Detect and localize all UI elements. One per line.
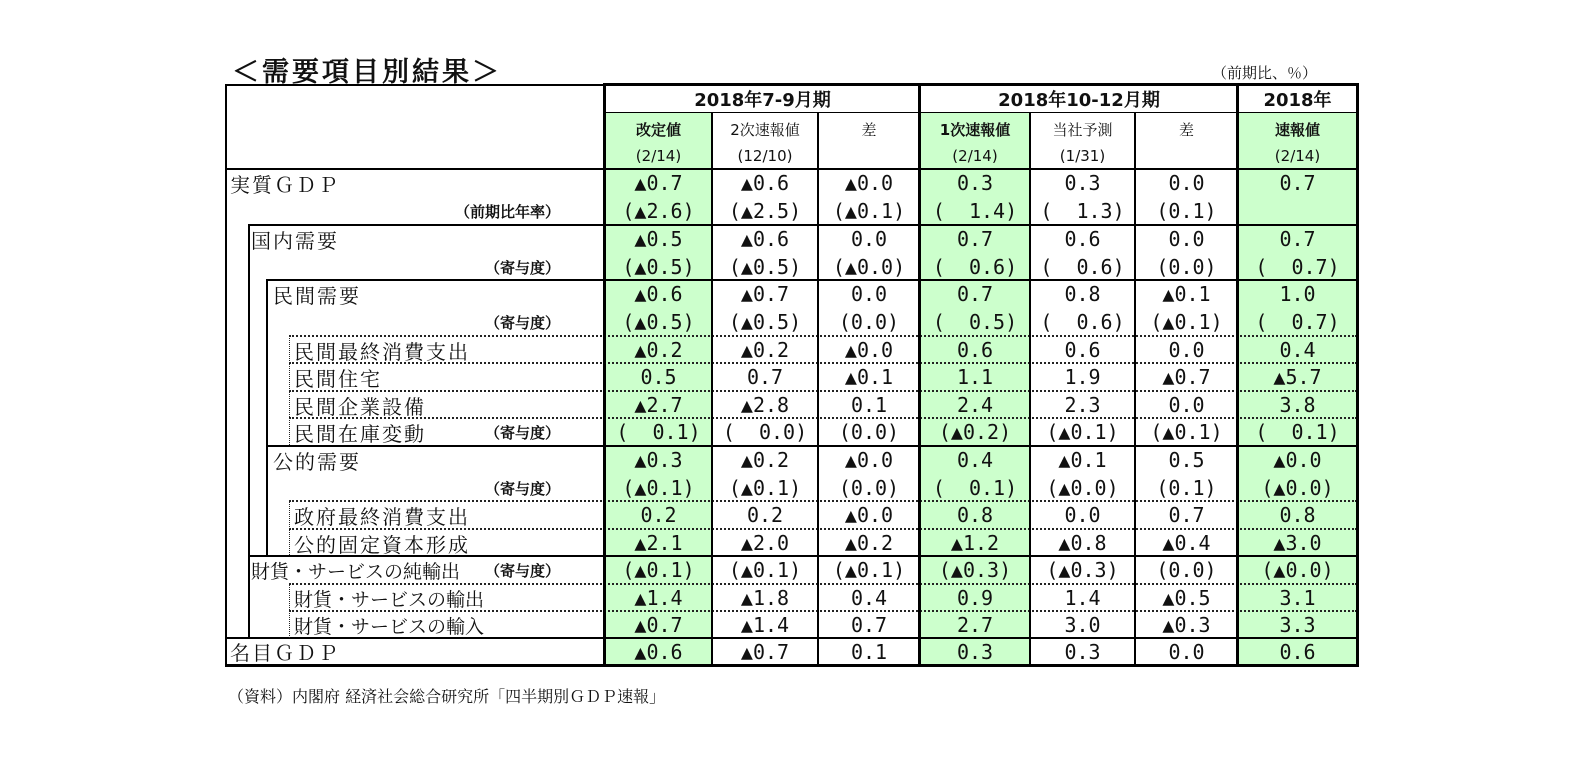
table-cell: (▲0.1) <box>622 558 695 582</box>
table-cell: 0.5 <box>640 365 677 389</box>
table-cell: 0.4 <box>1279 337 1316 362</box>
table-cell: 0.1 <box>850 392 888 417</box>
table-cell: (▲0.1) <box>622 475 695 500</box>
rule <box>225 84 227 666</box>
table-cell: ▲0.0 <box>844 503 894 527</box>
table-cell: 3.3 <box>1279 612 1316 637</box>
table-cell: ▲5.7 <box>1273 365 1322 389</box>
table-cell: ( 0.1) <box>1255 420 1340 444</box>
table-cell: (▲0.5) <box>728 310 802 334</box>
table-cell: ( 0.6) <box>1040 254 1125 279</box>
table-cell: 0.3 <box>956 639 994 664</box>
table-cell: (▲0.0) <box>832 254 906 279</box>
row-label-exports: 財貨・サービスの輸出 <box>294 588 485 611</box>
row-label-real-gdp: 実質ＧＤＰ <box>230 172 340 197</box>
table-cell: ▲1.8 <box>740 585 790 610</box>
table-cell: 2.7 <box>956 612 994 637</box>
header-group-year: 2018年 <box>1263 90 1332 111</box>
table-cell: 0.0 <box>1168 392 1205 417</box>
table-cell: ▲0.5 <box>1162 585 1211 610</box>
rule <box>267 445 1357 447</box>
table-cell: 0.6 <box>1064 227 1101 251</box>
rule <box>817 112 819 666</box>
table-cell: (▲2.6) <box>622 199 695 223</box>
table-cell <box>1238 197 1357 225</box>
table-cell: ( 0.7) <box>1255 254 1340 279</box>
table-cell: ▲1.4 <box>740 612 790 637</box>
rule <box>289 417 1357 419</box>
table-cell: ▲0.2 <box>844 530 894 555</box>
rule <box>267 279 1357 281</box>
table-cell: 0.0 <box>1168 337 1205 362</box>
table-cell: 0.7 <box>956 227 994 251</box>
col-header-label: 1次速報値 <box>939 120 1011 139</box>
table-cell: ▲1.4 <box>634 585 683 610</box>
table-cell: 0.0 <box>1064 503 1101 527</box>
table-cell: (▲0.5) <box>622 254 695 279</box>
table-cell: ( 0.0) <box>722 420 808 444</box>
table-cell: ▲0.0 <box>844 337 894 362</box>
table-cell: 0.3 <box>1064 639 1101 664</box>
table-cell: ▲2.8 <box>740 392 790 417</box>
table-cell: 0.8 <box>956 503 994 527</box>
table-cell: ▲0.8 <box>1058 530 1107 555</box>
rule <box>225 168 1357 170</box>
table-cell: (▲0.1) <box>1150 420 1223 444</box>
row-label-private-inventory: 民間在庫変動 <box>294 421 426 446</box>
table-cell: ▲0.7 <box>1162 365 1211 389</box>
table-cell: ▲0.7 <box>634 171 683 195</box>
table-cell: 1.1 <box>956 365 994 389</box>
row-sublabel-contribution: （寄与度） <box>484 423 560 442</box>
table-cell: ▲0.7 <box>634 612 683 637</box>
table-cell: 0.7 <box>746 365 784 389</box>
table-cell: ▲1.2 <box>950 530 1000 555</box>
table-cell: 0.3 <box>1064 171 1101 195</box>
col-header-date: (12/10) <box>737 147 793 165</box>
table-cell: 2.4 <box>956 392 994 417</box>
table-cell: 3.1 <box>1279 585 1316 610</box>
rule <box>248 224 250 638</box>
table-cell: 0.0 <box>850 282 888 306</box>
rule <box>1236 83 1239 667</box>
table-cell: 0.2 <box>746 503 784 527</box>
table-cell: 0.8 <box>1064 282 1101 306</box>
row-label-government-consumption: 政府最終消費支出 <box>294 504 470 529</box>
table-cell: ▲2.0 <box>740 530 790 555</box>
rule <box>1356 83 1359 667</box>
table-cell: 0.7 <box>1279 171 1316 195</box>
table-cell: 0.4 <box>850 585 888 610</box>
table-cell: (0.1) <box>1156 475 1217 500</box>
table-cell: (0.1) <box>1156 199 1217 223</box>
table-cell: ( 0.5) <box>932 310 1018 334</box>
table-cell: 0.7 <box>850 612 888 637</box>
row-label-net-exports: 財貨・サービスの純輸出 <box>251 560 461 583</box>
table-cell: 0.0 <box>1168 639 1205 664</box>
rule <box>225 664 1359 667</box>
table-cell: ▲0.1 <box>1058 448 1107 472</box>
table-cell: 0.6 <box>1279 639 1316 664</box>
row-label-domestic-demand: 国内需要 <box>251 228 339 253</box>
rule <box>711 112 713 666</box>
table-cell: 0.7 <box>1168 503 1205 527</box>
rule <box>1029 112 1031 666</box>
table-cell: 0.2 <box>640 503 677 527</box>
table-cell: 0.5 <box>1168 448 1205 472</box>
table-cell: ▲0.2 <box>740 448 790 472</box>
table-cell: (▲0.1) <box>832 558 906 582</box>
unit-note: （前期比、％） <box>1212 64 1318 82</box>
col-header-date: (1/31) <box>1059 147 1106 165</box>
table-cell: ▲0.6 <box>634 282 683 306</box>
page-title: ＜需要項目別結果＞ <box>232 57 502 88</box>
table-cell: (▲2.5) <box>728 199 802 223</box>
table-cell: ▲0.6 <box>740 227 790 251</box>
table-cell: ▲0.2 <box>740 337 790 362</box>
col-header-label: 当社予測 <box>1052 120 1113 139</box>
table-cell: ▲0.2 <box>634 337 683 362</box>
col-header-label: 速報値 <box>1274 120 1320 139</box>
rule <box>289 335 290 445</box>
col-header-date <box>1135 143 1238 169</box>
table-cell: 1.0 <box>1279 282 1316 306</box>
table-cell: ▲0.0 <box>1273 448 1322 472</box>
row-label-public-demand: 公的需要 <box>273 449 361 474</box>
table-cell: ▲2.7 <box>634 392 683 417</box>
table-cell: ▲0.5 <box>634 227 683 251</box>
table-cell: 0.6 <box>956 337 994 362</box>
rule <box>289 528 1357 530</box>
rule <box>249 224 1357 226</box>
rule <box>289 610 1357 612</box>
table-cell: (0.0) <box>838 310 900 334</box>
source-note: （資料）内閣府 経済社会総合研究所「四半期別ＧＤＰ速報」 <box>228 687 666 706</box>
table-cell: 0.4 <box>956 448 994 472</box>
row-sublabel-annualized: （前期比年率） <box>454 202 560 221</box>
table-cell: 0.6 <box>1064 337 1101 362</box>
table-cell: (0.0) <box>1156 254 1217 279</box>
table-cell: ▲0.3 <box>634 448 683 472</box>
table-cell: ( 0.1) <box>616 420 701 444</box>
rule <box>289 500 290 555</box>
header-group-q3: 2018年7-9月期 <box>694 90 831 111</box>
table-cell: 0.7 <box>956 282 994 306</box>
col-header-label: 差 <box>1178 120 1194 139</box>
rule <box>225 637 1357 639</box>
row-label-private-investment: 民間企業設備 <box>294 394 426 419</box>
col-header-date: (2/14) <box>1274 147 1321 165</box>
table-cell: ▲2.1 <box>634 530 683 555</box>
table-cell: 3.0 <box>1064 612 1101 637</box>
table-cell: ( 1.4) <box>932 199 1018 223</box>
rule <box>603 83 606 667</box>
col-header-label: 2次速報値 <box>730 120 800 139</box>
table-cell: ( 0.1) <box>932 475 1018 500</box>
table-cell: ▲0.6 <box>634 639 683 664</box>
row-label-private-housing: 民間住宅 <box>294 366 382 391</box>
table-cell: 0.7 <box>1279 227 1316 251</box>
row-sublabel-contribution: （寄与度） <box>484 479 560 498</box>
col-header-label: 改定値 <box>635 120 681 139</box>
row-label-private-consumption: 民間最終消費支出 <box>294 339 470 364</box>
table-cell: ▲0.7 <box>740 639 790 664</box>
row-label-public-investment: 公的固定資本形成 <box>294 532 470 557</box>
row-sublabel-contribution: （寄与度） <box>484 313 560 332</box>
table-cell: 0.3 <box>956 171 994 195</box>
table-cell: ▲0.1 <box>1162 282 1211 306</box>
col-header-label: 差 <box>861 120 877 139</box>
table-cell: 3.8 <box>1279 392 1316 417</box>
rule <box>289 362 1357 364</box>
table-cell: (▲0.0) <box>1261 475 1334 500</box>
table-cell: ( 1.3) <box>1040 199 1125 223</box>
col-header-date: (2/14) <box>952 147 998 165</box>
rule <box>249 555 1357 557</box>
col-header-date: (2/14) <box>635 147 682 165</box>
table-cell: (0.0) <box>838 475 900 500</box>
table-cell: ( 0.6) <box>1040 310 1125 334</box>
table-cell: (▲0.5) <box>728 254 802 279</box>
table-cell: (▲0.0) <box>1046 475 1119 500</box>
table-cell: ( 0.7) <box>1255 310 1340 334</box>
row-sublabel-contribution: （寄与度） <box>484 258 560 277</box>
row-label-nominal-gdp: 名目ＧＤＰ <box>230 641 340 665</box>
table-cell: ▲0.0 <box>844 171 894 195</box>
table-cell: ▲0.0 <box>844 448 894 472</box>
table-cell: 0.0 <box>1168 171 1205 195</box>
table-cell: (▲0.2) <box>938 420 1012 444</box>
table-cell: 0.0 <box>850 227 888 251</box>
rule <box>918 83 921 667</box>
table-cell: (▲0.1) <box>832 199 906 223</box>
table-cell: ( 0.6) <box>932 254 1018 279</box>
rule <box>603 83 1359 86</box>
col-header-date <box>818 143 920 169</box>
rule <box>289 500 1357 502</box>
table-cell: 1.4 <box>1064 585 1101 610</box>
rule <box>289 390 1357 392</box>
table-cell: ▲0.6 <box>740 171 790 195</box>
table-cell: (▲0.3) <box>938 558 1012 582</box>
rule <box>289 583 1357 585</box>
table-cell: ▲0.7 <box>740 282 790 306</box>
table-cell: (▲0.1) <box>1150 310 1223 334</box>
table-cell: (▲0.0) <box>1261 558 1334 582</box>
rule <box>289 335 1357 337</box>
table-cell: 0.8 <box>1279 503 1316 527</box>
table-cell: (▲0.5) <box>622 310 695 334</box>
rule <box>225 84 605 86</box>
rule <box>266 279 268 556</box>
table-cell: ▲3.0 <box>1273 530 1322 555</box>
header-group-q4: 2018年10-12月期 <box>998 90 1160 111</box>
rule <box>1134 112 1136 666</box>
row-label-private-demand: 民間需要 <box>273 283 361 308</box>
table-cell: 0.0 <box>1168 227 1205 251</box>
table-cell: (▲0.1) <box>728 475 802 500</box>
table-cell: (▲0.3) <box>1046 558 1119 582</box>
table-cell: (0.0) <box>838 420 900 444</box>
rule <box>289 583 290 638</box>
table-cell: ▲0.3 <box>1162 612 1211 637</box>
table-cell: ▲0.1 <box>844 365 894 389</box>
table-cell: 2.3 <box>1064 392 1101 417</box>
table-cell: 1.9 <box>1064 365 1101 389</box>
table-cell: 0.1 <box>850 639 888 664</box>
row-sublabel-contribution: （寄与度） <box>484 561 560 580</box>
table-cell: ▲0.4 <box>1162 530 1211 555</box>
table-cell: (▲0.1) <box>728 558 802 582</box>
table-cell: (0.0) <box>1156 558 1217 582</box>
row-label-imports: 財貨・サービスの輸入 <box>294 615 485 638</box>
table-cell: (▲0.1) <box>1046 420 1119 444</box>
table-cell: 0.9 <box>956 585 994 610</box>
rule <box>605 112 1357 113</box>
